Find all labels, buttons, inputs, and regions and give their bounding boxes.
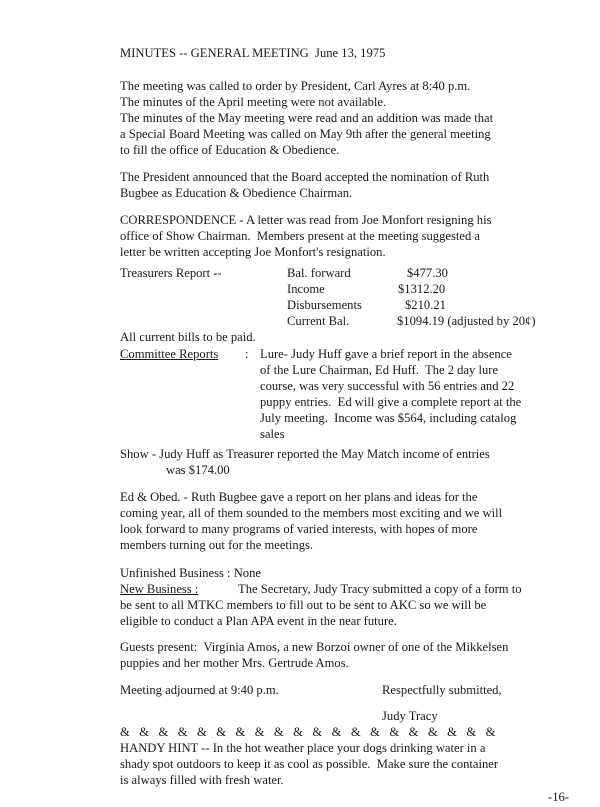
submitted-line: Respectfully submitted, bbox=[382, 683, 502, 697]
committee-line-1: Lure- Judy Huff gave a brief report in the absence bbox=[260, 347, 512, 361]
new-business-label: New Business : bbox=[120, 582, 199, 596]
committee-colon: : bbox=[245, 347, 249, 361]
new-business-line-3: eligible to conduct a Plan APA event in the near future. bbox=[120, 614, 397, 628]
treasurer-amount: $1312.20 bbox=[398, 282, 446, 296]
intro-line-3: The minutes of the May meeting were read and an addition was made that bbox=[120, 111, 494, 125]
page-title: MINUTES -- GENERAL MEETING June 13, 1975 bbox=[120, 46, 386, 60]
adjourned-line: Meeting adjourned at 9:40 p.m. bbox=[120, 683, 279, 697]
correspondence-line-3: letter be written accepting Joe Monfort's resignation. bbox=[120, 245, 386, 259]
hint-line-2: shady spot outdoors to keep it as cool as possible. Make sure the container bbox=[120, 757, 499, 771]
intro-line-1: The meeting was called to order by President, Carl Ayres at 8:40 p.m. bbox=[120, 79, 471, 93]
intro-line-2: The minutes of the April meeting were not available. bbox=[120, 95, 387, 109]
ampersand-divider: & & & & & & & & & & & & & & & & & & & & bbox=[120, 725, 496, 739]
committee-line-2: of the Lure Chairman, Ed Huff. The 2 day lure bbox=[260, 363, 499, 377]
hint-line-1: HANDY HINT -- In the hot weather place your dogs drinking water in a bbox=[120, 741, 486, 755]
treasurer-amount: $210.21 bbox=[405, 298, 446, 312]
treasurer-amount: $1094.19 (adjusted by 20¢) bbox=[397, 314, 536, 328]
obed-line-2: coming year, all of them sounded to the members most exciting and we will bbox=[120, 506, 503, 520]
committee-line-6: sales bbox=[260, 427, 285, 441]
guests-line-2: puppies and her mother Mrs. Gertrude Amos. bbox=[120, 656, 349, 670]
intro-line-5: to fill the office of Education & Obedience. bbox=[120, 143, 340, 157]
guests-line-1: Guests present: Virginia Amos, a new Borzoi owner of one of the Mikkelsen bbox=[120, 640, 509, 654]
new-business-line-2: be sent to all MTKC members to fill out to be sent to AKC so we will be bbox=[120, 598, 487, 612]
show-line-1: Show - Judy Huff as Treasurer reported the May Match income of entries bbox=[120, 447, 490, 461]
show-line-2: was $174.00 bbox=[166, 463, 230, 477]
correspondence-line-1: CORRESPONDENCE - A letter was read from Joe Monfort resigning his bbox=[120, 213, 492, 227]
treasurer-item: Disbursements bbox=[287, 298, 362, 312]
intro-line-4: a Special Board Meeting was called on May 9th after the general meeting bbox=[120, 127, 491, 141]
committee-line-3: course, was very successful with 56 entries and 22 bbox=[260, 379, 515, 393]
treasurer-amount: $477.30 bbox=[407, 266, 448, 280]
committee-line-5: July meeting. Income was $564, including catalog bbox=[260, 411, 517, 425]
president-line-2: Bugbee as Education & Obedience Chairman. bbox=[120, 186, 353, 200]
obed-line-1: Ed & Obed. - Ruth Bugbee gave a report on her plans and ideas for the bbox=[120, 490, 478, 504]
obed-line-4: members turning out for the meetings. bbox=[120, 538, 314, 552]
president-line-1: The President announced that the Board accepted the nomination of Ruth bbox=[120, 170, 490, 184]
unfinished-business: Unfinished Business : None bbox=[120, 566, 261, 580]
bills-line: All current bills to be paid. bbox=[120, 330, 256, 344]
hint-line-3: is always filled with fresh water. bbox=[120, 773, 284, 787]
committee-label: Committee Reports bbox=[120, 347, 219, 361]
treasurer-label: Treasurers Report -- bbox=[120, 266, 222, 280]
treasurer-item: Bal. forward bbox=[287, 266, 351, 280]
page-number: -16- bbox=[548, 790, 569, 804]
correspondence-line-2: office of Show Chairman. Members present at the meeting suggested a bbox=[120, 229, 480, 243]
treasurer-item: Current Bal. bbox=[287, 314, 350, 328]
treasurer-item: Income bbox=[287, 282, 325, 296]
signer-name: Judy Tracy bbox=[382, 709, 438, 723]
new-business-line-1: The Secretary, Judy Tracy submitted a copy of a form to bbox=[238, 582, 522, 596]
obed-line-3: look forward to many programs of varied interests, with hopes of more bbox=[120, 522, 478, 536]
committee-line-4: puppy entries. Ed will give a complete report at the bbox=[260, 395, 522, 409]
